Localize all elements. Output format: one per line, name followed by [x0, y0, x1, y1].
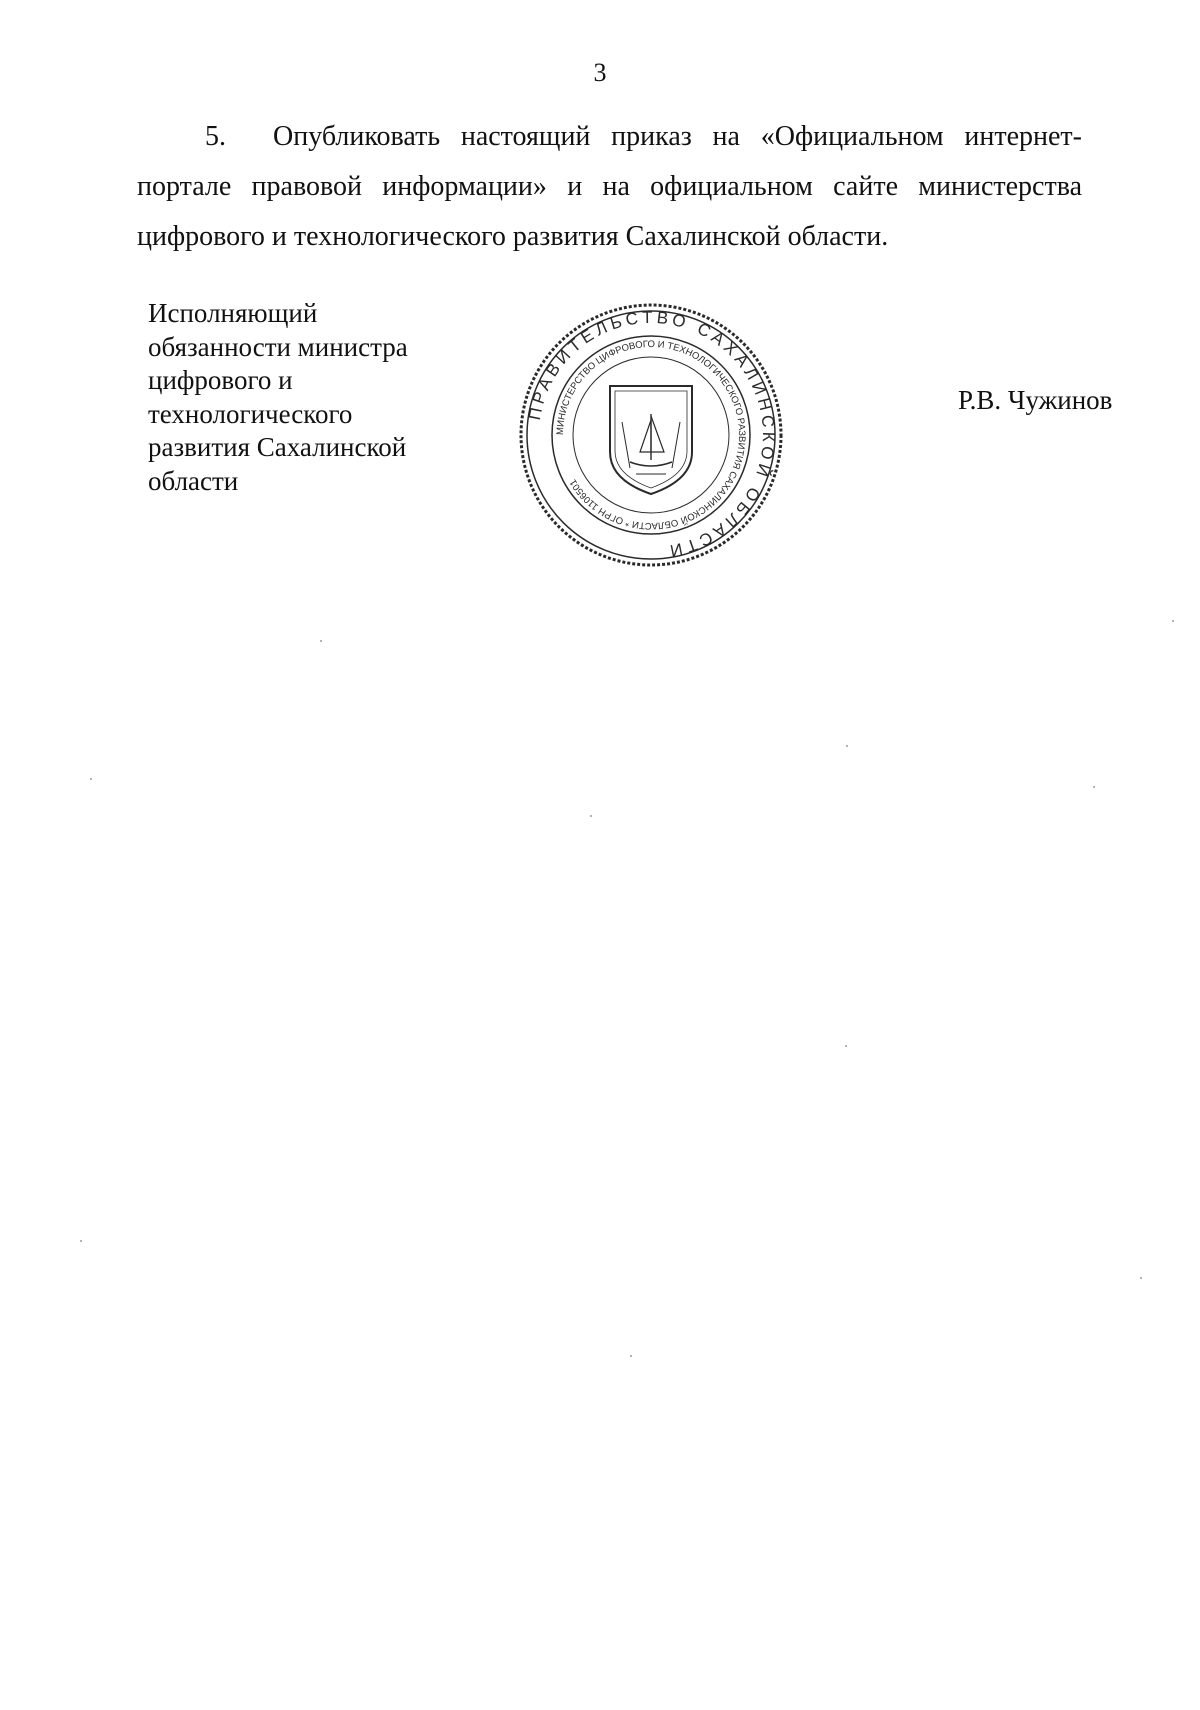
signer-position-line: обязанности министра	[148, 331, 408, 362]
signer-position	[148, 297, 438, 498]
stamp-outer-text: ПРАВИТЕЛЬСТВО САХАЛИНСКОЙ ОБЛАСТИ	[524, 307, 779, 562]
stamp-inner-text: МИНИСТЕРСТВО ЦИФРОВОГО И ТЕХНОЛОГИЧЕСКОГО РАЗВИТИЯ САХАЛИНСКОЙ ОБЛАСТИ * ОГРН 1106501	[554, 338, 748, 532]
page-number: 3	[593, 58, 607, 87]
official-stamp	[518, 302, 784, 568]
paragraph-text: Опубликовать настоящий приказ на «Официальном интернет-портале правовой информации» и на официальном сайте министерства цифрового и технологического развития Сахалинской области.	[137, 121, 1082, 252]
signer-position-line: технологического	[148, 398, 353, 429]
coat-of-arms-icon	[610, 386, 692, 494]
scan-speck	[590, 815, 592, 817]
scan-speck	[1093, 786, 1095, 788]
scan-speck	[846, 745, 848, 747]
signer-position-line: области	[148, 465, 239, 496]
scan-speck	[90, 778, 92, 780]
order-paragraph	[137, 112, 1082, 262]
scan-speck	[320, 640, 322, 642]
signer-position-line: Исполняющий	[148, 298, 318, 328]
scan-speck	[1172, 620, 1174, 622]
signer-position-line: цифрового и	[148, 365, 293, 395]
scan-speck	[1140, 1277, 1142, 1279]
signer-name: Р.В. Чужинов	[958, 385, 1113, 415]
scan-speck	[845, 1045, 847, 1047]
scan-speck	[630, 1355, 632, 1357]
paragraph-number: 5.	[205, 121, 226, 152]
signer-position-line: развития Сахалинской	[148, 432, 407, 462]
scan-speck	[80, 1240, 82, 1242]
